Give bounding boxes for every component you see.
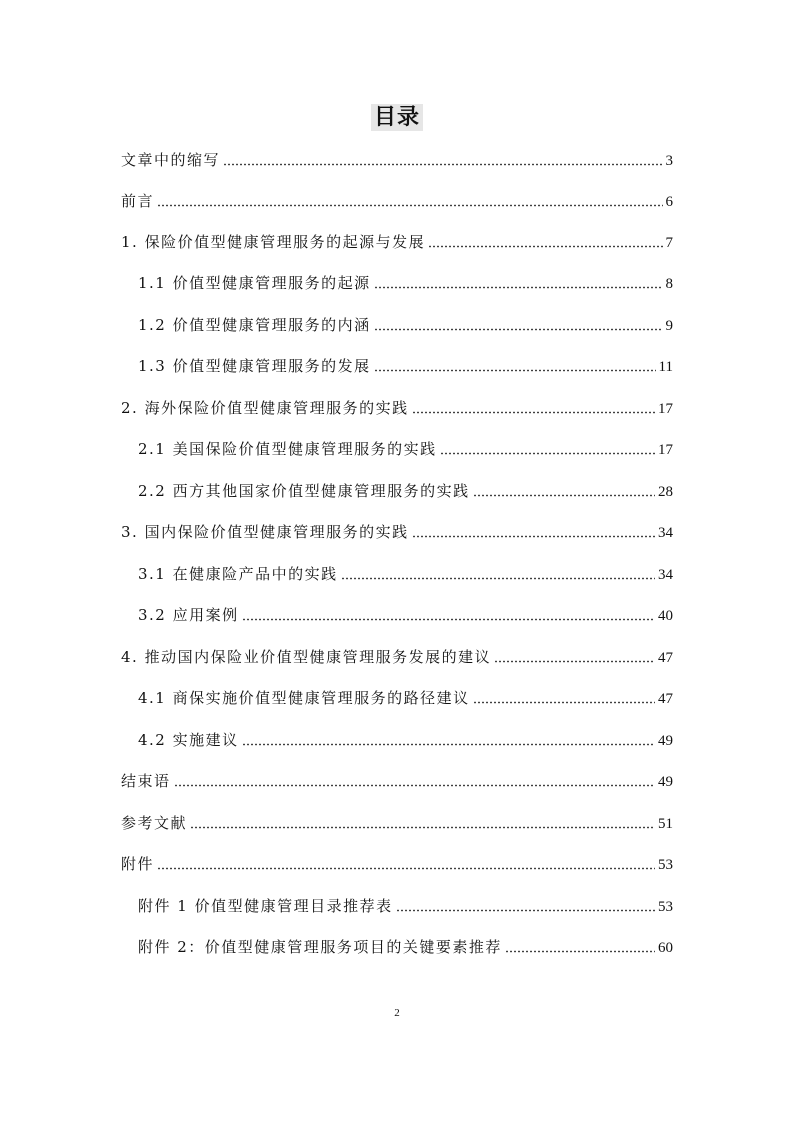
dot-leader xyxy=(223,163,662,166)
dot-leader xyxy=(473,701,655,704)
dot-leader xyxy=(374,286,663,289)
toc-entry-label: 参考文献 xyxy=(121,814,188,832)
toc-title xyxy=(0,100,794,131)
toc-entry-label: 结束语 xyxy=(121,772,171,790)
toc-entry[interactable] xyxy=(138,436,673,462)
toc-entry[interactable] xyxy=(121,395,673,421)
dot-leader xyxy=(374,369,656,372)
dot-leader xyxy=(242,618,655,621)
dot-leader xyxy=(174,784,655,787)
toc-entry-label: 4. 推动国内保险业价值型健康管理服务发展的建议 xyxy=(121,648,492,666)
toc-entry-label: 附件 2：价值型健康管理服务项目的关键要素推荐 xyxy=(138,938,502,956)
toc-entry[interactable] xyxy=(138,685,673,711)
dot-leader xyxy=(412,411,655,414)
toc-entry-page: 3 xyxy=(665,153,673,169)
toc-entry-label: 附件 xyxy=(121,855,155,873)
toc-entry[interactable] xyxy=(121,188,673,214)
toc-entry-label: 2.1 美国保险价值型健康管理服务的实践 xyxy=(138,440,437,458)
toc-entry[interactable] xyxy=(138,312,673,338)
toc-entry-label: 前言 xyxy=(121,192,155,210)
dot-leader xyxy=(505,950,655,953)
toc-entry-page: 40 xyxy=(658,608,673,624)
toc-entry-page: 34 xyxy=(658,525,673,541)
dot-leader xyxy=(473,494,655,497)
toc-entry[interactable] xyxy=(138,893,673,919)
dot-leader xyxy=(341,577,655,580)
toc-entry-label: 1. 保险价值型健康管理服务的起源与发展 xyxy=(121,233,426,251)
dot-leader xyxy=(412,535,655,538)
toc-entry-label: 2.2 西方其他国家价值型健康管理服务的实践 xyxy=(138,482,470,500)
dot-leader xyxy=(374,328,663,331)
toc-entry-label: 3.1 在健康险产品中的实践 xyxy=(138,565,338,583)
toc-entry[interactable] xyxy=(138,934,673,960)
dot-leader xyxy=(440,452,655,455)
toc-entry-page: 9 xyxy=(665,318,673,334)
toc-entry-page: 17 xyxy=(658,401,673,417)
toc-entry[interactable] xyxy=(121,519,673,545)
toc-entry-page: 8 xyxy=(665,276,673,292)
toc-entry-page: 7 xyxy=(665,235,673,251)
toc-entry[interactable] xyxy=(138,727,673,753)
toc-entry-label: 4.2 实施建议 xyxy=(138,731,239,749)
dot-leader xyxy=(428,245,662,248)
toc-entry-page: 53 xyxy=(658,899,673,915)
toc-entry-page: 49 xyxy=(658,774,673,790)
toc-entry[interactable] xyxy=(138,478,673,504)
toc-entry-page: 51 xyxy=(658,816,673,832)
toc-entry-label: 4.1 商保实施价值型健康管理服务的路径建议 xyxy=(138,689,470,707)
dot-leader xyxy=(157,204,662,207)
toc-entry-page: 53 xyxy=(658,857,673,873)
toc-entry[interactable] xyxy=(121,229,673,255)
toc-entry-label: 3.2 应用案例 xyxy=(138,606,239,624)
toc-entry-label: 2. 海外保险价值型健康管理服务的实践 xyxy=(121,399,409,417)
toc-entry[interactable] xyxy=(138,270,673,296)
toc-entry-label: 1.2 价值型健康管理服务的内涵 xyxy=(138,316,371,334)
toc-entry-page: 34 xyxy=(658,567,673,583)
toc-entry-page: 28 xyxy=(658,484,673,500)
toc-entry-page: 49 xyxy=(658,733,673,749)
toc-entry[interactable] xyxy=(121,768,673,794)
toc-entry-label: 附件 1 价值型健康管理目录推荐表 xyxy=(138,897,393,915)
toc-entry-page: 11 xyxy=(658,359,673,375)
toc-entry[interactable] xyxy=(121,851,673,877)
toc-entry[interactable] xyxy=(138,602,673,628)
dot-leader xyxy=(242,743,655,746)
toc-entry[interactable] xyxy=(121,810,673,836)
dot-leader xyxy=(396,909,655,912)
toc-entry-page: 6 xyxy=(665,194,673,210)
toc-entry-page: 60 xyxy=(658,940,673,956)
toc-entry[interactable] xyxy=(121,644,673,670)
toc-entry-label: 1.3 价值型健康管理服务的发展 xyxy=(138,357,371,375)
toc-entry[interactable] xyxy=(138,353,673,379)
toc-entry-page: 47 xyxy=(658,650,673,666)
toc-entry-label: 文章中的缩写 xyxy=(121,151,221,169)
toc-entry[interactable] xyxy=(121,147,673,173)
dot-leader xyxy=(494,660,655,663)
dot-leader xyxy=(190,826,655,829)
page-number: 2 xyxy=(394,1007,400,1019)
toc-entry-label: 3. 国内保险价值型健康管理服务的实践 xyxy=(121,523,409,541)
toc-entry[interactable] xyxy=(138,561,673,587)
dot-leader xyxy=(157,867,655,870)
toc-entry-label: 1.1 价值型健康管理服务的起源 xyxy=(138,274,371,292)
toc-title-text: 目录 xyxy=(371,104,423,131)
toc-entry-page: 17 xyxy=(658,442,673,458)
toc-entry-page: 47 xyxy=(658,691,673,707)
